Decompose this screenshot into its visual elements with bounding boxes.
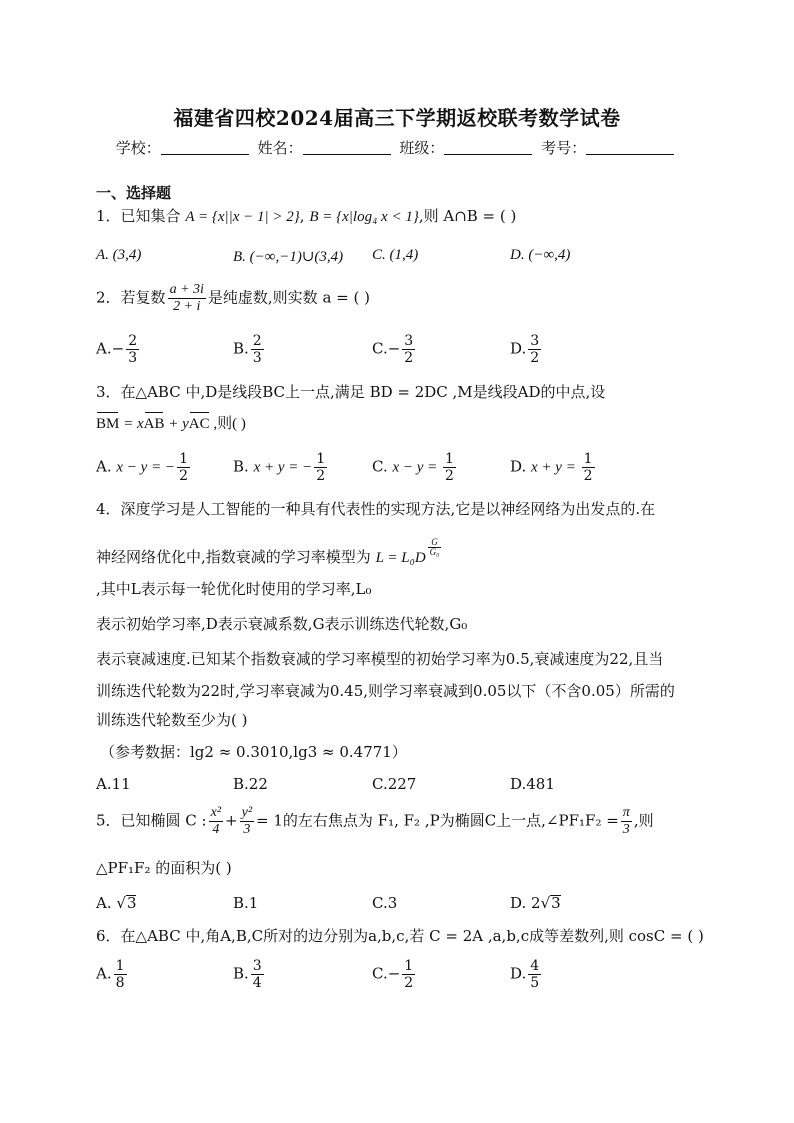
q3-vector-ab: AB: [143, 416, 165, 432]
q1-set-a: A = {x||x − 1| > 2}: [185, 209, 300, 225]
q6-option-a: A. $\frac{1}{8}$: [96, 958, 125, 991]
q4-option-c: C.227: [372, 775, 417, 793]
q1-option-b: B. (−∞,−1)∪(3,4): [233, 249, 344, 265]
q3-option-a: A. x − y = − $\frac{1}{2}$: [96, 451, 188, 484]
section-heading: 一、选择题: [96, 184, 172, 202]
q4-formula: L = L₀D $^{\frac{G}{\text{G₀}}}$: [375, 537, 440, 566]
q1-number: 1．: [96, 207, 121, 225]
q3-option-b: B. x + y = − $\frac{1}{2}$: [233, 451, 326, 484]
question-5-line-1: 5．已知椭圆 C : $\frac{\text{x²}}{4}$ + $\frac{\text{y²}}{3}$ = 1的左右焦点为 F₁, F₂ ,P为椭圆C上一点,∠PF₁F₂ = $\frac{\pi}{3}$ ,则: [96, 805, 654, 837]
q3-vector-ac: AC: [188, 416, 210, 432]
q5-option-c: C.3: [372, 894, 398, 912]
q1-option-d: D. (−∞,4): [510, 247, 571, 263]
student-info-line: [0, 137, 794, 158]
question-1: 1．已知集合 A = {x||x − 1| > 2}, B = {x|log₄ x < 1},则 A∩B = ( ): [96, 207, 517, 225]
question-4-line-1: 4．深度学习是人工智能的一种具有代表性的实现方法,它是以神经网络为出发点的.在: [96, 500, 656, 518]
question-6-line-1: 6．在△ABC 中,角A,B,C所对的边分别为a,b,c,若 C = 2A ,a,b,c成等差数列,则 cosC = ( ): [96, 927, 704, 945]
name-blank[interactable]: [303, 140, 391, 155]
q6-option-b: B. $\frac{3}{4}$: [233, 958, 262, 991]
q3-vector-bm: BM: [96, 416, 120, 432]
q5-option-b: B.1: [233, 894, 259, 912]
id-blank[interactable]: [586, 140, 674, 155]
name-label: 姓名：: [257, 139, 303, 157]
question-4-line-4: 表示初始学习率,D表示衰减系数,G表示训练迭代轮数,G₀: [96, 615, 468, 633]
question-4-reference: （参考数据：lg2 ≈ 0.3010,lg3 ≈ 0.4771）: [100, 743, 407, 761]
question-4-line-5: 表示衰减速度.已知某个指数衰减的学习率模型的初始学习率为0.5,衰减速度为22,且当: [96, 650, 664, 668]
q1-tail: ,则 A∩B = ( ): [418, 207, 517, 225]
q3-option-d: D. x + y = $\frac{1}{2}$: [510, 451, 593, 484]
q6-option-d: D. $\frac{4}{5}$: [510, 958, 540, 991]
q2-option-b: B. $\frac{2}{3}$: [233, 333, 262, 366]
q4-option-d: D.481: [510, 775, 555, 793]
q2-option-c: C.− $\frac{3}{2}$: [372, 333, 414, 366]
q1-lead: 已知集合: [120, 207, 181, 225]
q1-option-a: A. (3,4): [96, 247, 142, 263]
question-4-line-3: ,其中L表示每一轮优化时使用的学习率,L₀: [96, 580, 372, 598]
q2-lead: 若复数: [120, 288, 166, 307]
exam-title: 福建省四校2024届高三下学期返校联考数学试卷: [173, 106, 621, 130]
class-blank[interactable]: [444, 140, 532, 155]
q2-number: 2．: [96, 288, 121, 307]
question-4-line-2: 神经网络优化中,指数衰减的学习率模型为 L = L₀D $^{\frac{G}{\text{G₀}}}$: [96, 538, 443, 568]
question-4-line-7: 训练迭代轮数至少为( ): [96, 711, 248, 729]
q5-option-a: A. √3: [96, 894, 137, 912]
q4-option-a: A.11: [96, 775, 131, 793]
id-label: 考号：: [541, 139, 587, 157]
question-4-line-6: 训练迭代轮数为22时,学习率衰减为0.45,则学习率衰减到0.05以下（不含0.05）所需的: [96, 682, 675, 700]
q2-option-a: A.− $\frac{2}{3}$: [96, 333, 138, 366]
q2-option-d: D. $\frac{3}{2}$: [510, 333, 540, 366]
question-3-line-1: 3．在△ABC 中,D是线段BC上一点,满足 BD = 2DC ,M是线段AD的中点,设: [96, 383, 606, 401]
question-2: [96, 282, 370, 315]
school-blank[interactable]: [161, 140, 249, 155]
q1-set-b: B = {x|log₄ x < 1}: [309, 209, 419, 225]
school-label: 学校：: [115, 139, 161, 157]
q4-option-b: B.22: [233, 775, 268, 793]
q5-option-d: D. 2√3: [510, 894, 561, 912]
q2-tail: 是纯虚数,则实数 a = ( ): [207, 288, 370, 307]
q3-option-c: C. x − y = $\frac{1}{2}$: [372, 451, 454, 484]
q6-option-c: C.− $\frac{1}{2}$: [372, 958, 414, 991]
class-label: 班级：: [399, 139, 445, 157]
question-3-line-2: BM = xAB + yAC ,则( ): [96, 416, 246, 432]
question-5-line-2: △PF₁F₂ 的面积为( ): [96, 859, 232, 877]
q2-fraction: $\frac{a + 3i}{2 + i}$: [169, 282, 204, 314]
q1-option-c: C. (1,4): [372, 247, 419, 263]
